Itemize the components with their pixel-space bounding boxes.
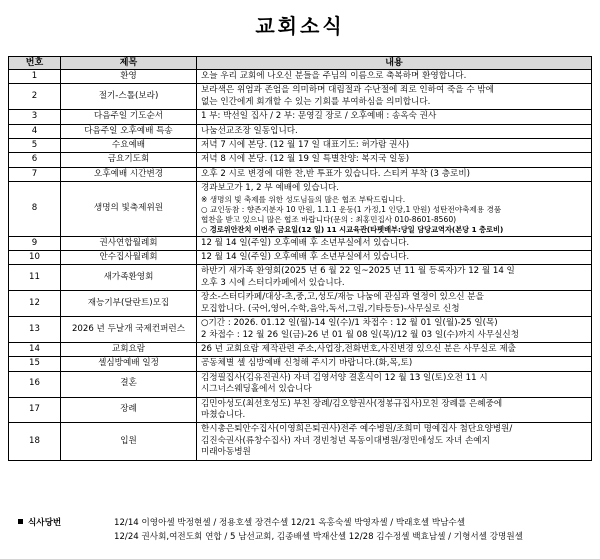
row-subject: 안수집사월례회 (61, 251, 197, 265)
row-content (197, 265, 592, 291)
row-number: 2 (9, 84, 61, 110)
table-row (9, 84, 592, 110)
row-content (197, 182, 592, 236)
row-number: 13 (9, 317, 61, 343)
row-content (197, 423, 592, 460)
row-content (197, 167, 592, 181)
row-content (197, 84, 592, 110)
row-content (197, 397, 592, 423)
table-row (9, 342, 592, 356)
content-line: 미래아동병원 (201, 447, 251, 458)
content-line: 저녁 8 시에 본당. (12 월 19 일 특별찬양: 복지국 일동) (201, 154, 410, 165)
notice-table-body (9, 70, 592, 461)
content-line: 보라색은 위엄과 존엄을 의미하며 대림절과 수난절에 죄로 인하여 죽을 수 밖에 (201, 85, 494, 96)
table-header-row (9, 57, 592, 70)
content-note-line: ※ 생명의 빛 축제를 위한 성도님들의 많은 협조 부탁드립니다. (201, 194, 406, 204)
content-line: 김정필집사(김유진권사) 자녀 김영서양 결혼식이 12 월 13 일(토)오전 11 시 (201, 372, 488, 383)
row-content (197, 236, 592, 250)
row-content (197, 153, 592, 167)
row-subject: 재능기부(달란트)모집 (61, 291, 197, 317)
content-note-line: ○ 교인동참 : 향존지분자 10 만원, 1.1.1 운동(1 가정,1 인당,1 만원) 성탄전야축제용 경품 (201, 204, 502, 214)
page-title: 교회소식 (255, 14, 345, 38)
meal-duty-heading (18, 517, 61, 530)
row-number: 5 (9, 139, 61, 153)
content-line: 모집합니다. (국어,영어,수학,음악,독서,그림,기타등등)-사무실로 신청 (201, 303, 460, 314)
table-row (9, 251, 592, 265)
row-subject: 셀심방예배 일정 (61, 357, 197, 371)
row-subject: 입원 (61, 423, 197, 460)
content-line: 오후 3 시에 스터디카페에서 있습니다. (201, 277, 345, 288)
row-subject: 다음주일 오후예배 특송 (61, 124, 197, 138)
table-row (9, 167, 592, 181)
content-line: 경과보고가 1, 2 부 예배에 있습니다. (201, 183, 339, 194)
row-content (197, 291, 592, 317)
row-subject: 결혼 (61, 371, 197, 397)
header-number: 번호 (9, 57, 61, 70)
row-number: 1 (9, 70, 61, 84)
row-number: 11 (9, 265, 61, 291)
row-subject: 2026 년 두날개 국제컨퍼런스 (61, 317, 197, 343)
row-content (197, 342, 592, 356)
row-content (197, 317, 592, 343)
notice-table (8, 56, 592, 461)
content-line: 오늘 우리 교회에 나오신 분들을 주님의 이름으로 축복하며 환영합니다. (201, 71, 467, 81)
table-row (9, 317, 592, 343)
table-row (9, 423, 592, 460)
row-number: 14 (9, 342, 61, 356)
row-subject: 금요기도회 (61, 153, 197, 167)
table-row (9, 236, 592, 250)
content-line: 저녁 7 시에 본당. (12 월 17 일 대표기도: 허가람 권사) (201, 140, 410, 151)
row-number: 10 (9, 251, 61, 265)
row-subject: 수요예배 (61, 139, 197, 153)
row-subject: 장례 (61, 397, 197, 423)
content-line: 12 월 14 일(주일) 오후예배 후 소년부실에서 있습니다. (201, 252, 410, 263)
content-line: 2 차접수 : 12 월 26 일(금)-26 년 01 월 08 일(목)/12 월 03 일(수)까지 사무실신청 (201, 329, 520, 340)
content-line: 1 부: 박선일 집사 / 2 부: 문영길 장로 / 오후예배 : 송옥숙 권사 (201, 111, 437, 122)
meal-duty-row-2: 12/24 권사회,여전도회 연합 / 5 남선교회, 김종배셀 박재산셀 12/28 김수정셀 백효남셀 / 기형서셀 강명원셀 (114, 532, 523, 542)
row-content (197, 139, 592, 153)
row-content (197, 371, 592, 397)
row-subject: 오후예배 시간변경 (61, 167, 197, 181)
row-number: 16 (9, 371, 61, 397)
content-line: 마쳤습니다. (201, 409, 246, 420)
table-row (9, 265, 592, 291)
table-row (9, 124, 592, 138)
row-subject: 권사연합월례회 (61, 236, 197, 250)
row-subject: 환영 (61, 70, 197, 84)
meal-duty-row-1: 12/14 이영아셀 박정현셀 / 정용호셀 장견수셀 12/21 옥홍숙셀 박영자셀 / 박래호셀 박남수셀 (114, 518, 466, 528)
row-number: 7 (9, 167, 61, 181)
table-row (9, 397, 592, 423)
content-line: 없는 인간에게 회개할 수 있는 기회를 부여하심을 의미합니다. (201, 96, 431, 107)
content-line: 오후 2 시로 변경에 대한 찬,반 투표가 있습니다. 스티커 부착 (3 층로비) (201, 168, 470, 179)
row-number: 6 (9, 153, 61, 167)
content-bold-line: ○ 경로위안잔치 이번주 금요일(12 일) 11 시교육관(타펫배부:당일 담당교역자(본당 1 층로비) (201, 224, 504, 234)
table-row (9, 357, 592, 371)
row-subject: 새가족환영회 (61, 265, 197, 291)
row-number: 3 (9, 110, 61, 124)
table-row (9, 182, 592, 236)
content-line: 12 월 14 일(주일) 오후예배 후 소년부실에서 있습니다. (201, 237, 410, 248)
content-line: 시그너스웨딩홀에서 있습니다 (201, 384, 312, 395)
row-subject: 생명의 빛축제위원 (61, 182, 197, 236)
row-number: 18 (9, 423, 61, 460)
row-subject: 교회요람 (61, 342, 197, 356)
row-number: 15 (9, 357, 61, 371)
row-number: 9 (9, 236, 61, 250)
row-number: 12 (9, 291, 61, 317)
row-content (197, 70, 592, 84)
row-number: 17 (9, 397, 61, 423)
content-line: 김민아성도(최선호성도) 부친 장례/김오향권사(정봉규집사)모친 장례를 은혜중에 (201, 398, 503, 409)
table-row (9, 291, 592, 317)
content-line: 한시총은퇴안수집사(이영희은퇴권사)전주 예수병원/조희미 명예집사 첨단요양병원/ (201, 424, 513, 435)
row-number: 4 (9, 124, 61, 138)
content-line: ○기간 : 2026. 01.12 일(월)-14 일(수)/1 차접수 : 12 월 01 일(월)-25 일(목) (201, 318, 498, 329)
content-line: 공동체별 셀 심방예배 신청해 주시기 바랍니다.(화,목,토) (201, 358, 413, 369)
row-subject: 다음주일 기도순서 (61, 110, 197, 124)
content-line: 나눔선교조장 일동입니다. (201, 125, 298, 136)
square-bullet-icon (18, 519, 23, 524)
row-subject: 절기-스톨(보라) (61, 84, 197, 110)
header-content: 내용 (197, 57, 592, 70)
table-row (9, 371, 592, 397)
table-row (9, 139, 592, 153)
meal-duty-title: 식사당번 (28, 518, 62, 528)
content-line: 하반기 새가족 환영회(2025 년 6 월 22 일~2025 년 11 월 등록자)가 12 월 14 일 (201, 266, 515, 277)
row-content (197, 357, 592, 371)
table-row (9, 153, 592, 167)
row-number: 8 (9, 182, 61, 236)
table-row (9, 70, 592, 84)
row-content (197, 110, 592, 124)
row-content (197, 124, 592, 138)
row-content (197, 251, 592, 265)
content-line: 26 년 교회요람 제작관련 주소,사업장,전화번호,사진변경 있으신 분은 사무실로 제출 (201, 343, 516, 354)
content-line: 장소-스터디카페/대상-초,중,고,성도/재능 나눔에 관심과 열정이 있으신 분을 (201, 292, 484, 303)
table-row (9, 110, 592, 124)
header-subject: 제목 (61, 57, 197, 70)
content-note-line: 협찬을 받고 있으니 많은 협조 바랍니다(문의 : 최홍민집사 010-8601-8560) (201, 214, 457, 224)
content-line: 김진숙권사(류창수집사) 자녀 경빈청년 목동이대병원/정민애성도 자녀 손예지 (201, 435, 490, 446)
